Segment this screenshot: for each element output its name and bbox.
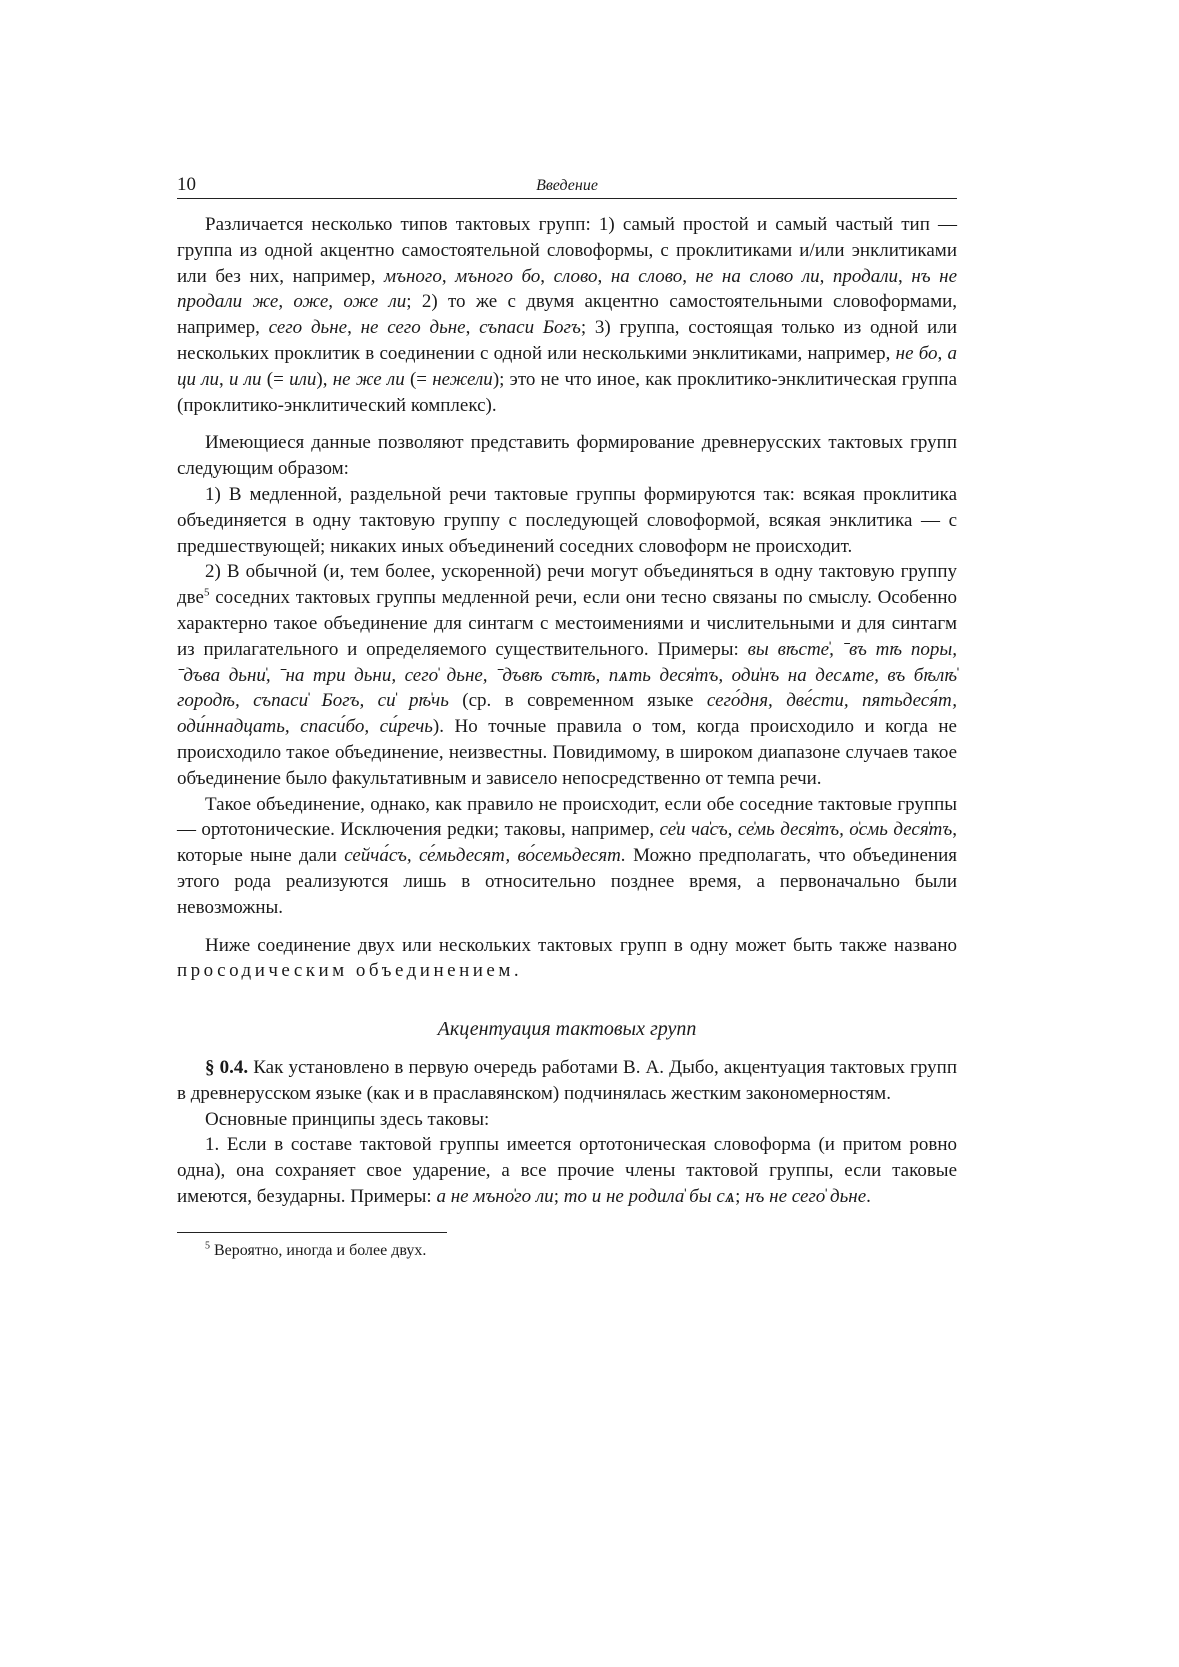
footnote-divider <box>177 1232 447 1233</box>
spaced-term: просодическим объединением <box>177 960 514 982</box>
paragraph-principles: Основные принципы здесь таковы: <box>205 1108 490 1130</box>
paragraph-types-of-groups: Различается несколько типов тактовых групп: 1) самый простой и самый частый тип — группа из одной акцентно самостоятельной словоформы, с проклитиками и/или энклитиками или без них, например, мъного, мъного бо, слово, на слово, не на слово ли, продали, нъ не продали же, оже, оже ли; 2) то же с двумя акцентно самостоятельными словоформами, например, сего дьне, не сего дьне, съпаси Богъ; 3) группа, состоящая только из одной или нескольких проклитик в соединении с одной или несколькими энклитиками, например, не бо, а ци ли, и ли (= или), не же ли (= нежели); это не что иное, как проклитико-энклитическая группа (проклитико-энклитический комплекс). <box>177 214 958 416</box>
paragraph-principle-1: 1. Если в составе тактовой группы имеется ортотоническая словоформа (и притом ровно одна), она сохраняет свое ударение, а все прочие члены тактовой группы, если таковые имеются, безударны. Примеры: а не мъно̍го ли; то и не родила̍ бы сѧ; нъ не сего̍ дьне. <box>177 1134 957 1207</box>
paragraph-orthotonic-exceptions: Такое объединение, однако, как правило не происходит, если обе соседние тактовые группы — ортотонические. Исключения редки; таковы, например, се̍и ча̍съ, се̍мь деся̍тъ, о̍смь деся̍тъ, которые ныне дали сейча́съ, се́мьдесят, во́семьдесят. Можно предполагать, что объединения этого рода реализуются лишь в относительно позднее время, а первоначально были невозможны. <box>177 793 958 918</box>
page-number: 10 <box>177 174 196 195</box>
page-header <box>177 172 957 199</box>
section-heading: Акцентуация тактовых групп <box>437 1018 697 1041</box>
paragraph-normal-speech: 2) В обычной (и, тем более, ускоренной) речи могут объединяться в одну тактовую группу две$^5$ соседних тактовых группы медленной речи, если они тесно связаны по смыслу. Особенно характерно такое объединение для синтагм с местоимениями и числительными и для синтагм из прилагательного и определяемого существительного. Примеры: вы вѣсте̍, ˉвъ тѣ поры, ˉдъва дьни̍, ˉна три дьни, сего̍ дьне, ˉдъвѣ сътѣ, пѧть деся̍тъ, оди̍нъ на десѧте, въ бѣлѣ̍ городѣ, съпаси̍ Богъ, си̍ рѣ̍чь (ср. в современном языке сего́дня, две́сти, пятьдеся́т, оди́ннадцать, спаси́бо, си́речь). Но точные правила о том, когда происходило и когда не происходило такое объединение, неизвестны. Повидимому, в широком диапазоне случаев такое объединение было факультативным и зависело непосредственно от темпа речи. <box>177 561 957 789</box>
paragraph-slow-speech: 1) В медленной, раздельной речи тактовые группы формируются так: всякая проклитика объединяется в одну тактовую группу с последующей словоформой, всякая энклитика — с предшествующей; никаких иных объединений соседних словоформ не происходит. <box>177 483 957 557</box>
footnote-5: $^5$ Вероятно, иногда и более двух. <box>205 1240 427 1259</box>
section-mark: § 0.4. <box>205 1056 249 1078</box>
paragraph-formation-intro: Имеющиеся данные позволяют представить формирование древнерусских тактовых групп следующим образом: <box>177 432 957 480</box>
paragraph-section-0-4: § 0.4. Как установлено в первую очередь работами В. А. Дыбо, акцентуация тактовых групп в древнерусском языке (как и в праславянском) подчинялась жестким закономерностям. <box>177 1056 958 1104</box>
document-page <box>177 172 957 1262</box>
footnote-ref[interactable]: 5 <box>203 586 210 599</box>
running-title: Введение <box>536 177 598 194</box>
paragraph-prosodic-union: Ниже соединение двух или нескольких тактовых групп в одну может быть также названо просодическим объединением. <box>177 934 957 982</box>
